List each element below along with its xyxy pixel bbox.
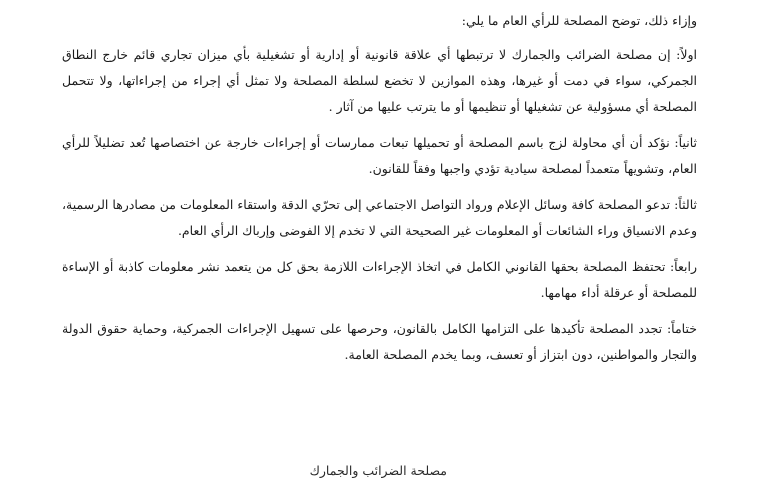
paragraph-second: ثانياً: نؤكد أن أي محاولة لزج باسم المصلحة أو تحميلها تبعات ممارسات أو إجراءات خارجة عن اختصاصها تُعد تضليلاً للرأي العام، وتشويهاً متعمداً لمصلحة سيادية تؤدي واجبها وفقاً للقانون. — [62, 135, 697, 176]
intro-line: وإزاء ذلك، توضح المصلحة للرأي العام ما يلي: — [461, 13, 697, 28]
paragraph-first: اولاً: إن مصلحة الضرائب والجمارك لا ترتبطها أي علاقة قانونية أو إدارية أو تشغيلية بأي ميزان تجاري قائم خارج النطاق الجمركي، سواء في دمت أو غيرها، وهذه الموازين لا تخضع لسلطة المصلحة ولا تمثل أي إجراء من إجراءاتها، ولا تتحمل المصلحة أي مسؤولية عن تشغيلها أو تنظيمها أو ما يترتب عليها من آثار . — [62, 47, 697, 114]
paragraph-third: ثالثاً: تدعو المصلحة كافة وسائل الإعلام ورواد التواصل الاجتماعي إلى تحرّي الدقة واستقاء المعلومات من مصادرها الرسمية، وعدم الانسياق وراء الشائعات أو المعلومات غير الصحيحة التي لا تخدم إلا الفوضى وإرباك الرأي العام. — [62, 197, 697, 238]
signature-fragment-text: مصلحة الضرائب والجمارك — [309, 463, 447, 478]
cut-off-signature-line — [307, 458, 447, 478]
paragraph-fourth: رابعاً: تحتفظ المصلحة بحقها القانوني الكامل في اتخاذ الإجراءات اللازمة بحق كل من يتعمد نشر معلومات كاذبة أو الإساءة للمصلحة أو عرقلة أداء مهامها. — [62, 259, 697, 300]
document-body — [62, 8, 697, 378]
paragraph-conclusion: ختاماً: تجدد المصلحة تأكيدها على التزامها الكامل بالقانون، وحرصها على تسهيل الإجراءات الجمركية، وحماية حقوق الدولة والتجار والمواطنين، دون ابتزاز أو تعسف، وبما يخدم المصلحة العامة. — [62, 321, 697, 362]
